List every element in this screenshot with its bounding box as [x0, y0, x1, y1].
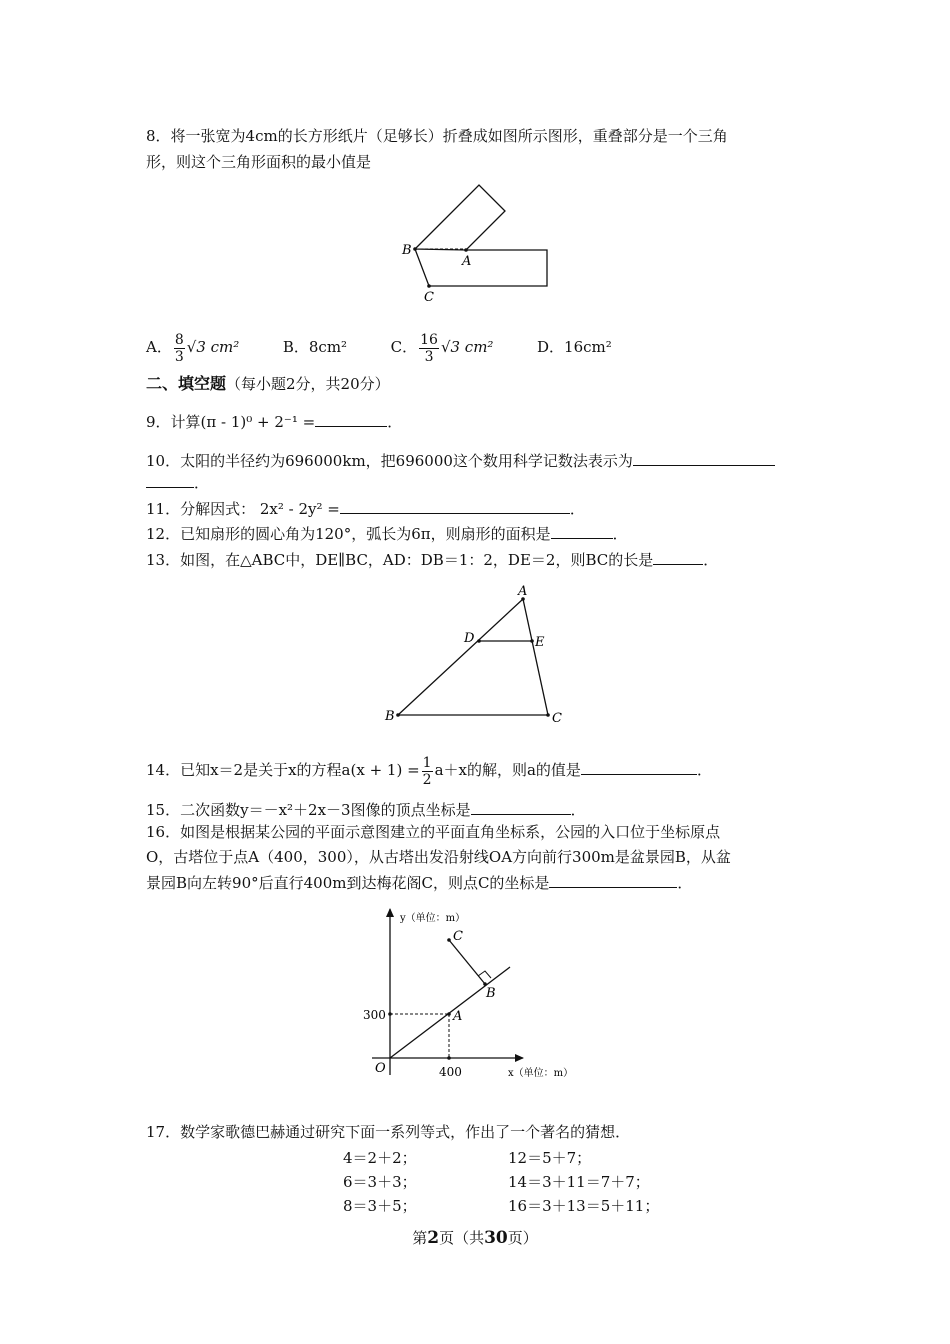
q12-text: 已知扇形的圆心角为120°，弧长为6π，则扇形的面积是 — [180, 525, 551, 543]
q16-tick-400: 400 — [439, 1065, 462, 1079]
q8-text-line1: 将一张宽为4cm的长方形纸片（足够长）折叠成如图所示图形，重叠部分是一个三角 — [170, 127, 728, 145]
q17-text: 数学家歌德巴赫通过研究下面一系列等式，作出了一个著名的猜想． — [180, 1123, 631, 1141]
q8-label-b: B — [402, 243, 412, 258]
q16-label-c: C — [453, 929, 463, 944]
q8-figure — [400, 180, 560, 305]
q13-figure — [380, 580, 580, 730]
q13-label-b: B — [385, 709, 395, 724]
q17-eq-right-2: 14＝3＋11＝7＋7； — [508, 1173, 650, 1191]
q11-text: 分解因式： 2x² - 2y² = — [180, 500, 340, 518]
q9-answer-blank[interactable] — [315, 411, 387, 427]
q12-answer-blank[interactable] — [551, 523, 613, 539]
q15-text: 二次函数y＝－x²＋2x－3图像的顶点坐标是 — [180, 801, 471, 819]
q10-answer-blank[interactable] — [633, 450, 775, 466]
q8-label-c: C — [424, 290, 434, 305]
q8-option-d[interactable]: D．16cm² — [537, 338, 612, 356]
q13: 13．如图，在△ABC中，DE∥BC，AD：DB＝1：2，DE＝2，则BC的长是 ． — [146, 551, 719, 569]
q17-eq-right-3: 16＝3＋13＝5＋11； — [508, 1197, 660, 1215]
q16-line3: 景园B向左转90°后直行400m到达梅花阁C，则点C的坐标是 ． — [146, 874, 693, 892]
q16-figure — [360, 905, 600, 1085]
q14-text-post: a＋x的解，则a的值是 — [434, 761, 581, 779]
section2-note: （每小题2分，共20分） — [226, 375, 390, 393]
q12: 12．已知扇形的圆心角为120°，弧长为6π，则扇形的面积是 ． — [146, 525, 628, 543]
q15: 15．二次函数y＝－x²＋2x－3图像的顶点坐标是 ． — [146, 801, 586, 819]
q16-tick-300: 300 — [363, 1008, 386, 1022]
q17: 17．数学家歌德巴赫通过研究下面一系列等式，作出了一个著名的猜想． — [146, 1123, 631, 1141]
page-number: 2 — [427, 1228, 440, 1248]
q16-line1: 16．如图是根据某公园的平面示意图建立的平面直角坐标系，公园的入口位于坐标原点 — [146, 823, 721, 841]
q9: 9．计算(π - 1)⁰ + 2⁻¹ = ． — [146, 413, 403, 431]
q16-segment-bc — [449, 940, 485, 984]
q13-label-c: C — [552, 711, 562, 726]
page-footer: 第2页（共30页） — [412, 1228, 538, 1248]
q8-options — [146, 328, 612, 366]
q13-label-d: D — [464, 631, 475, 646]
q14: 14．已知x＝2是关于x的方程a(x + 1) = $\frac{1}{2}$ a＋x的解，则a的值是 ． — [146, 754, 712, 788]
q17-eq-right-1: 12＝5＋7； — [508, 1149, 592, 1167]
q15-answer-blank[interactable] — [471, 799, 571, 815]
q10-text: 太阳的半径约为696000km，把696000这个数用科学记数法表示为 — [180, 452, 633, 470]
q13-label-a: A — [518, 584, 528, 599]
q16-ray-oa — [390, 967, 510, 1058]
q16-label-b: B — [486, 986, 496, 1001]
q8-folded-strip — [415, 185, 505, 250]
q11-answer-blank[interactable] — [340, 498, 570, 514]
q17-eq-left-3: 8＝3＋5； — [343, 1197, 417, 1215]
q16-text-line3: 景园B向左转90°后直行400m到达梅花阁C，则点C的坐标是 — [146, 874, 550, 892]
section2-heading — [146, 374, 390, 394]
page-total: 30 — [484, 1228, 508, 1248]
q16-label-o: O — [375, 1061, 386, 1076]
q14-answer-blank[interactable] — [581, 759, 697, 775]
section2-title: 二、填空题 — [146, 374, 227, 393]
q10-answer-blank-cont[interactable] — [146, 472, 194, 488]
q16-y-label: y（单位：m） — [400, 913, 466, 924]
q10-cont: ． — [146, 472, 209, 493]
q11: 11．分解因式： 2x² - 2y² = ． — [146, 500, 585, 518]
q8-option-a[interactable]: A． $\frac{8}{3}$ √3 cm² — [146, 331, 240, 365]
q17-eq-left-1: 4＝2＋2； — [343, 1149, 417, 1167]
q13-triangle — [398, 599, 548, 715]
q8-option-c[interactable]: C． $\frac{16}{3}$ √3 cm² — [390, 331, 494, 365]
q16-text-line2: O，古塔位于点A（400，300），从古塔出发沿射线OA方向前行300m是盆景园B，从盆 — [146, 848, 731, 866]
q8-rect-strip — [415, 249, 547, 286]
q8-number: 8． — [146, 127, 171, 145]
q17-eq-left-2: 6＝3＋3； — [343, 1173, 417, 1191]
q13-label-e: E — [535, 635, 545, 650]
q16-answer-blank[interactable] — [549, 872, 677, 888]
q10: 10．太阳的半径约为696000km，把696000这个数用科学记数法表示为 — [146, 450, 775, 471]
q16-label-a: A — [453, 1009, 463, 1024]
q8-text-line2: 形，则这个三角形面积的最小值是 — [146, 153, 372, 171]
q8-line1 — [146, 126, 728, 146]
q16-text-line1: 如图是根据某公园的平面示意图建立的平面直角坐标系，公园的入口位于坐标原点 — [180, 823, 721, 841]
q8-option-b[interactable]: B．8cm² — [282, 338, 348, 356]
q16-x-label: x（单位：m） — [508, 1068, 574, 1079]
q14-text-pre: 已知x＝2是关于x的方程a(x + 1) = — [180, 761, 420, 779]
q13-answer-blank[interactable] — [653, 549, 703, 565]
q13-text: 如图，在△ABC中，DE∥BC，AD：DB＝1：2，DE＝2，则BC的长是 — [180, 551, 654, 569]
q8-label-a: A — [462, 254, 472, 269]
q9-text: 计算(π - 1)⁰ + 2⁻¹ = — [170, 413, 316, 431]
